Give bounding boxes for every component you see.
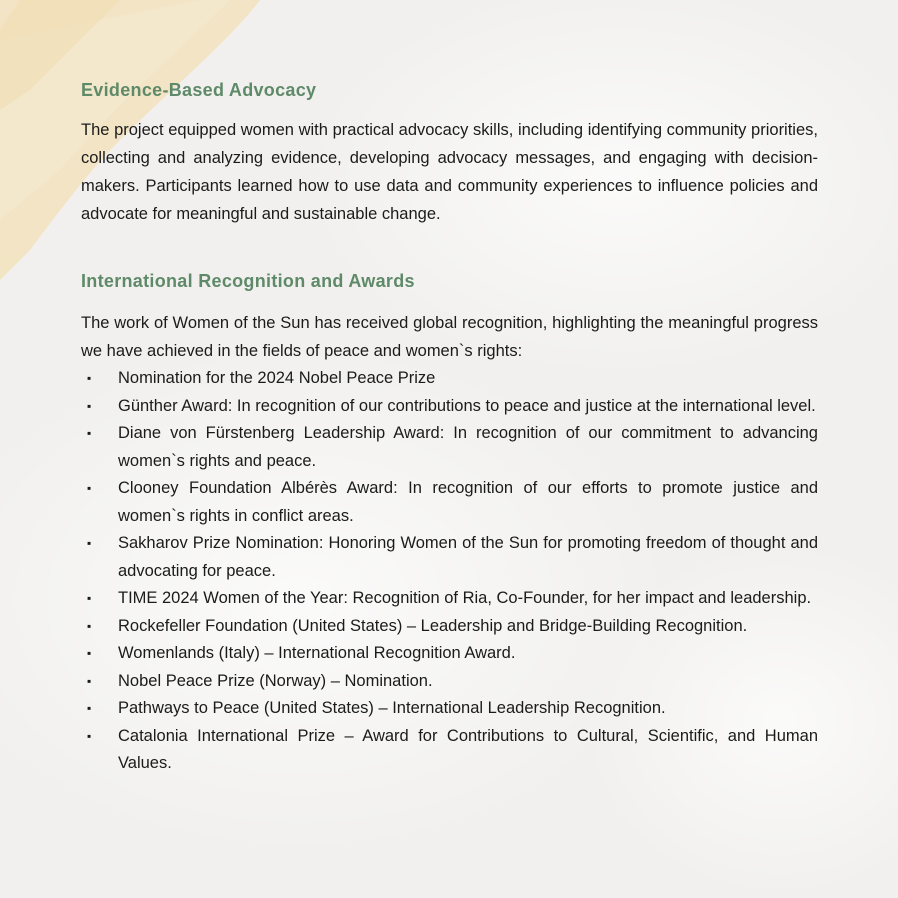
- list-item: [81, 640, 818, 668]
- award-text: Günther Award: In recognition of our contributions to peace and justice at the international level.: [118, 396, 816, 415]
- award-text: Diane von Fürstenberg Leadership Award: In recognition of our commitment to advancing women`s rights and peace.: [118, 424, 818, 470]
- list-item: [81, 668, 818, 696]
- bullet-icon: ▪: [87, 591, 92, 605]
- award-text: Nomination for the 2024 Nobel Peace Prize: [118, 369, 436, 387]
- list-item: [81, 475, 818, 530]
- list-item: [81, 723, 818, 778]
- award-text: Catalonia International Prize – Award for Contributions to Cultural, Scientific, and Human Values.: [118, 726, 818, 772]
- bullet-icon: ▪: [87, 618, 92, 633]
- award-text: Sakharov Prize Nomination: Honoring Women of the Sun for promoting freedom of thought and advocating for peace.: [118, 534, 818, 580]
- list-item: [81, 420, 818, 475]
- bullet-icon: ▪: [87, 536, 92, 550]
- bullet-icon: ▪: [87, 673, 92, 688]
- award-text: Womenlands (Italy) – International Recognition Award.: [118, 644, 516, 662]
- list-item: [81, 530, 818, 585]
- list-item: [81, 393, 818, 421]
- section-body-advocacy: The project equipped women with practical advocacy skills, including identifying community priorities, collecting and analyzing evidence, developing advocacy messages, and engaging with decision-makers. Participants learned how to use data and community experiences to influence policies and advocate for meaningful and sustainable change.: [81, 121, 818, 223]
- award-text: Nobel Peace Prize (Norway) – Nomination.: [118, 671, 433, 690]
- award-text: Clooney Foundation Albérès Award: In recognition of our efforts to promote justice and women`s rights in conflict areas.: [118, 479, 818, 525]
- bullet-icon: ▪: [87, 701, 92, 715]
- bullet-icon: ▪: [87, 398, 92, 413]
- award-text: TIME 2024 Women of the Year: Recognition of Ria, Co-Founder, for her impact and leadership.: [118, 589, 812, 607]
- list-item: [81, 695, 818, 723]
- awards-list: [81, 365, 818, 778]
- list-item: [81, 365, 818, 393]
- bullet-icon: ▪: [87, 728, 92, 743]
- list-item: [81, 585, 818, 613]
- award-text: Pathways to Peace (United States) – International Leadership Recognition.: [118, 699, 666, 717]
- bullet-icon: ▪: [87, 426, 92, 440]
- section-heading-advocacy: Evidence-Based Advocacy: [81, 80, 317, 100]
- list-item: [81, 613, 818, 641]
- section-heading-awards: International Recognition and Awards: [81, 271, 415, 291]
- bullet-icon: ▪: [87, 646, 92, 660]
- bullet-icon: ▪: [87, 371, 92, 385]
- award-text: Rockefeller Foundation (United States) – Leadership and Bridge-Building Recognition.: [118, 616, 748, 635]
- section-intro-awards: The work of Women of the Sun has received global recognition, highlighting the meaningful progress we have achieved in the fields of peace and women`s rights:: [81, 314, 818, 360]
- document-content: [81, 78, 818, 778]
- bullet-icon: ▪: [87, 481, 92, 495]
